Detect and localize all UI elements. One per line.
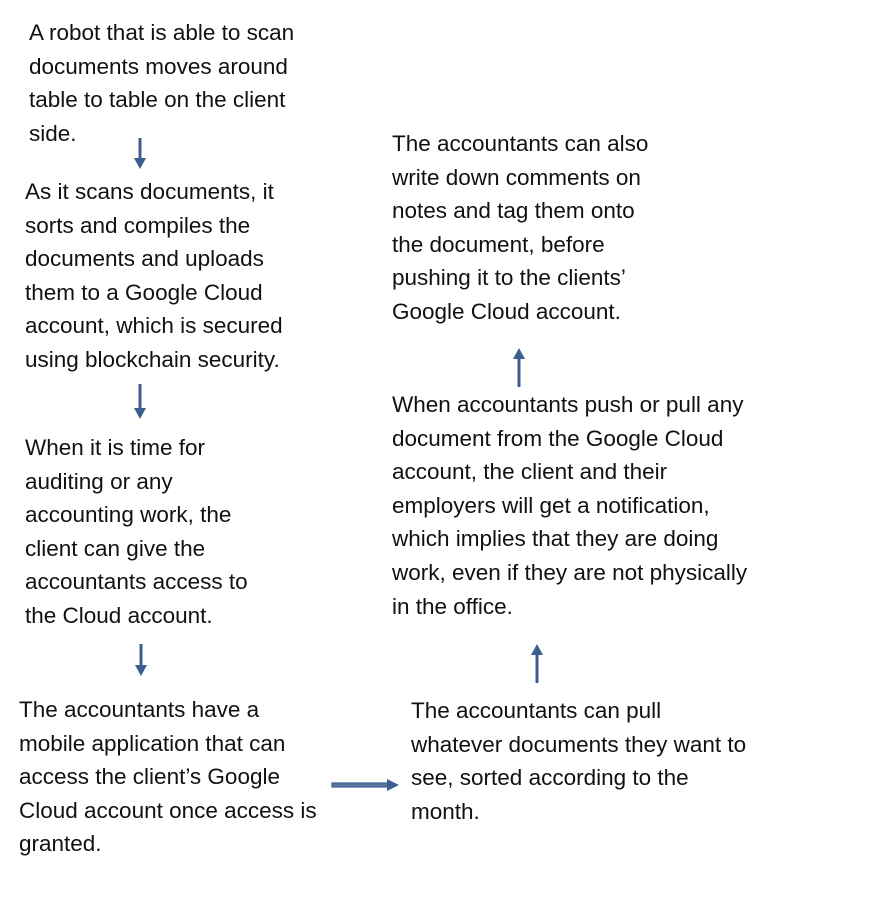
step-comments: The accountants can also write down comments on notes and tag them onto the document, before pushing it to the clients’ Google Cloud account.: [392, 131, 649, 324]
arrow-down-1: [132, 138, 148, 170]
step-sort-upload: As it scans documents, it sorts and compiles the documents and uploads them to a Google Cloud account, which is secured using blockchain security.: [25, 179, 283, 372]
step-audit-access: When it is time for auditing or any accounting work, the client can give the accountants access to the Cloud account.: [25, 435, 248, 628]
arrow-up-2: [511, 347, 527, 387]
step-mobile-app: The accountants have a mobile application that can access the client’s Google Cloud account once access is granted.: [19, 697, 317, 857]
arrow-right: [332, 777, 400, 793]
arrow-down-2: [132, 384, 148, 420]
arrow-up-1: [529, 643, 545, 683]
step-robot-scan: A robot that is able to scan documents moves around table to table on the client side.: [29, 20, 295, 146]
step-notification: When accountants push or pull any document from the Google Cloud account, the client and their employers will get a notification, which implies that they are doing work, even if they are not physically in the office.: [392, 392, 748, 619]
step-pull-docs: The accountants can pull whatever documents they want to see, sorted according to the month.: [411, 698, 747, 824]
arrow-down-3: [133, 644, 149, 677]
